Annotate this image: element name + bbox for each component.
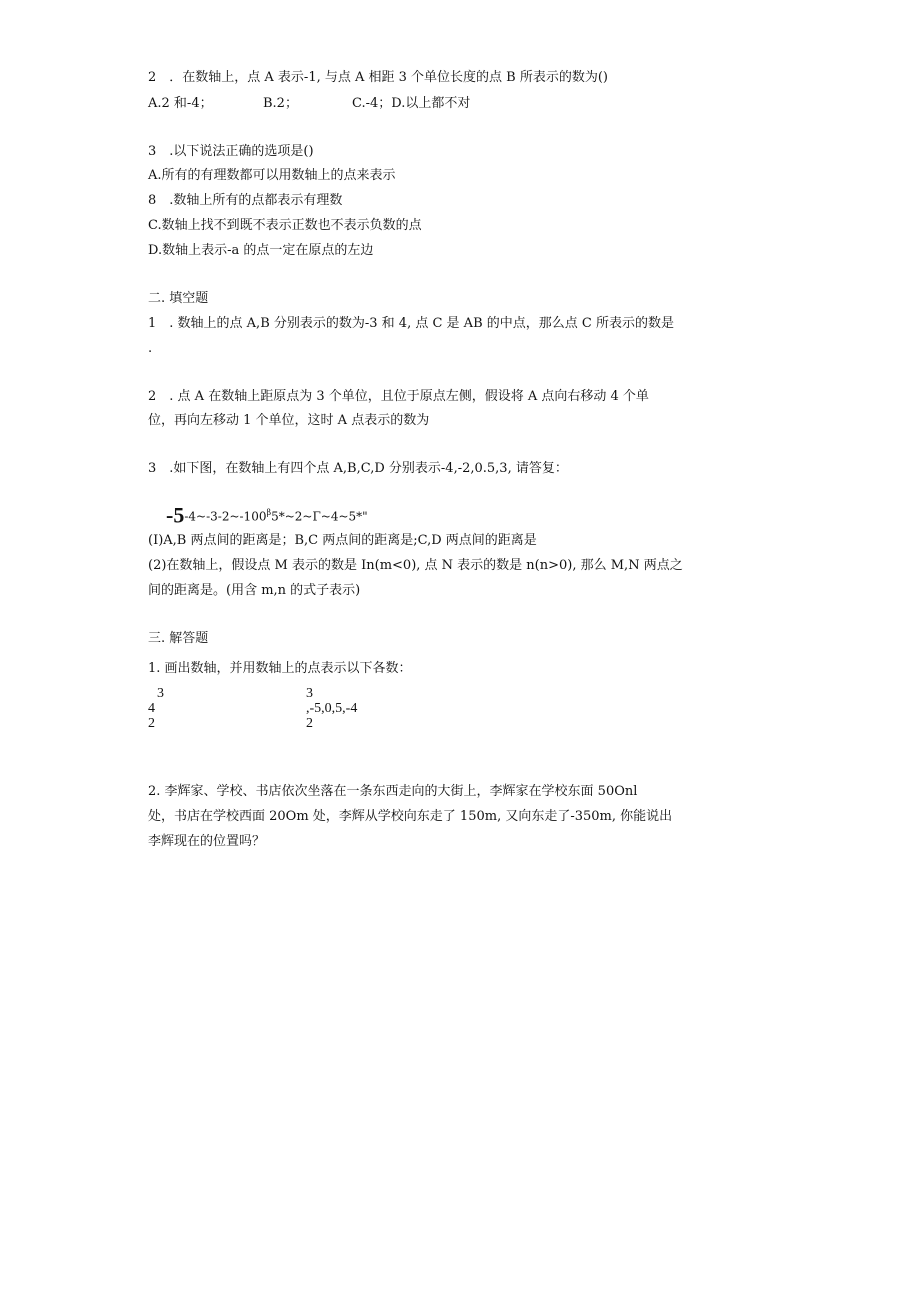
number-line-minus-five: -5 <box>166 502 185 528</box>
fraction-2-denominator: 2 <box>306 716 313 731</box>
question-3-option-c: C.数轴上找不到既不表示正数也不表示负数的点 <box>148 218 422 233</box>
section-heading-fill-blank: 二. 填空题 <box>148 291 209 306</box>
fill-question-2-line-1: 2 . 点 A 在数轴上距原点为 3 个单位，且位于原点左侧，假设将 A 点向右移动 4 个单 <box>148 389 649 404</box>
question-3-option-a: A.所有的有理数都可以用数轴上的点来表示 <box>148 168 396 183</box>
question-3-option-b: 8 .数轴上所有的点都表示有理数 <box>148 193 343 208</box>
fill-question-3: 3 .如下图，在数轴上有四个点 A,B,C,D 分别表示-4,-2,0.5,3, 请答复： <box>148 461 568 476</box>
solve-question-2-line-2: 处，书店在学校西面 20Om 处，李辉从学校向东走了 150m, 又向东走了-350m, 你能说出 <box>148 809 673 824</box>
fraction-2-numerator: 3 <box>306 686 313 701</box>
fraction-1-numerator: 3 <box>157 686 164 701</box>
fill-question-3-sub-2-line-2: 间的距离是。(用含 m,n 的式子表示) <box>148 583 361 598</box>
number-line-superscript: β <box>266 508 272 517</box>
question-2-option-cd: C.-4；D.以上都不对 <box>352 96 471 111</box>
question-3-option-d: D.数轴上表示-a 的点一定在原点的左边 <box>148 243 374 258</box>
fill-question-3-sub-2-line-1: (2)在数轴上，假设点 M 表示的数是 In(m<0), 点 N 表示的数是 n(n>0), 那么 M,N 两点之 <box>148 558 683 573</box>
fill-question-1: 1 . 数轴上的点 A,B 分别表示的数为-3 和 4, 点 C 是 AB 的中点，那么点 C 所表示的数是 <box>148 316 674 331</box>
fill-question-3-sub-1: (I)A,B 两点间的距离是；B,C 两点间的距离是;C,D 两点间的距离是 <box>148 533 537 548</box>
fill-question-1-end: . <box>148 341 153 356</box>
question-2-option-a: A.2 和-4； <box>148 96 213 111</box>
question-2-stem: 2 ．在数轴上，点 A 表示-1, 与点 A 相距 3 个单位长度的点 B 所表示的数为() <box>148 70 609 85</box>
fraction-1-denominator: 2 <box>148 716 155 731</box>
question-2-option-b: B.2； <box>263 96 298 111</box>
number-line-figure <box>166 504 368 526</box>
solve-question-1: 1. 画出数轴，并用数轴上的点表示以下各数： <box>148 661 412 676</box>
question-3-stem: 3 .以下说法正确的选项是() <box>148 144 314 159</box>
section-heading-solve: 三. 解答题 <box>148 631 209 646</box>
number-line-tail: 5*~2~Γ~4~5*" <box>271 509 368 524</box>
fill-question-2-line-2: 位，再向左移动 1 个单位，这时 A 点表示的数为 <box>148 413 430 428</box>
solve-question-2-line-3: 李辉现在的位置吗？ <box>148 834 266 849</box>
fraction-1-whole: 4 <box>148 701 155 716</box>
solve-question-2-line-1: 2. 李辉家、学校、书店依次坐落在一条东西走向的大街上，李辉家在学校东面 50Onl <box>148 784 638 799</box>
number-line-ticks: -4~-3-2~-100 <box>184 509 267 524</box>
numbers-list: ,-5,0,5,-4 <box>306 701 358 716</box>
